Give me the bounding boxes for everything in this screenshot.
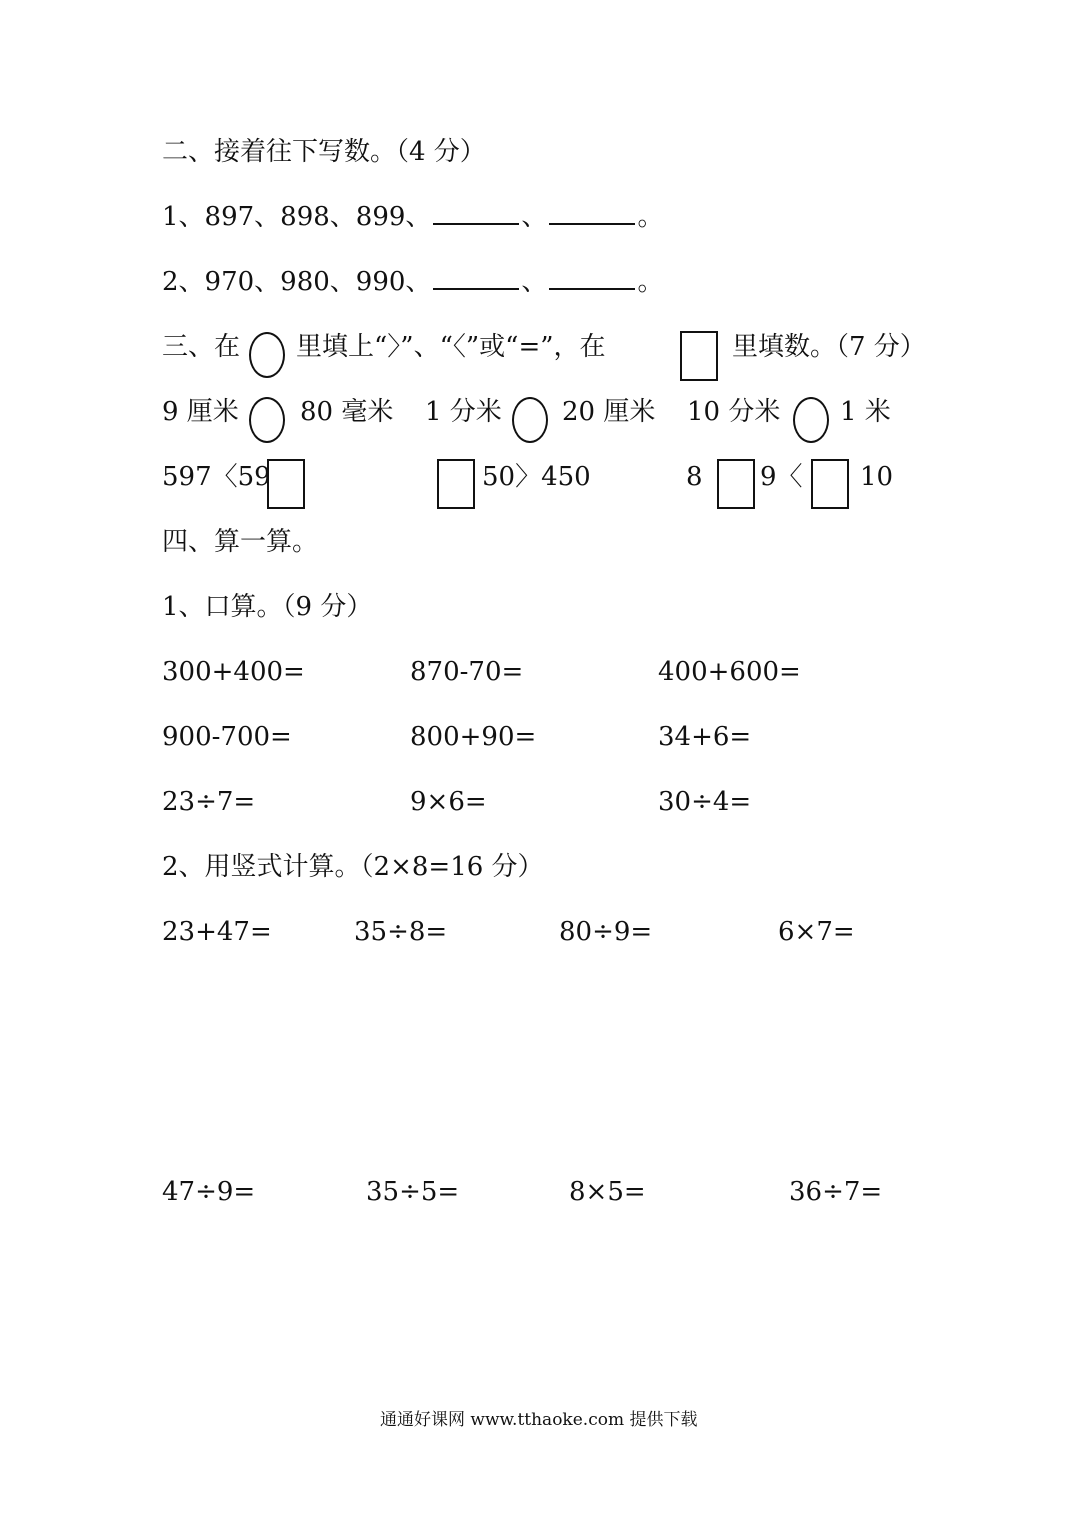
q1-sequence: 1、897、898、899、 bbox=[162, 202, 432, 232]
q2-blank-2[interactable] bbox=[549, 268, 635, 290]
oral-title: 1、口算。（9 分） bbox=[162, 592, 373, 622]
vertical-problem: 36÷7= bbox=[789, 1177, 883, 1207]
compare-2-left: 1 分米 bbox=[425, 397, 502, 427]
footer-credit: 通通好课网 www.tthaoke.com 提供下载 bbox=[380, 1410, 698, 1430]
q1-sep: 、 bbox=[521, 202, 548, 232]
oral-problem: 30÷4= bbox=[658, 787, 752, 817]
fill-box-2[interactable] bbox=[437, 459, 475, 509]
vertical-title: 2、用竖式计算。（2×8=16 分） bbox=[162, 852, 544, 882]
compare-3-left: 10 分米 bbox=[687, 397, 781, 427]
oral-problem: 900-700= bbox=[162, 722, 292, 752]
oral-problem: 870-70= bbox=[410, 657, 524, 687]
fill-box-1[interactable] bbox=[267, 459, 305, 509]
fill-box-3[interactable] bbox=[717, 459, 755, 509]
vertical-problem: 47÷9= bbox=[162, 1177, 256, 1207]
vertical-problem: 80÷9= bbox=[559, 917, 653, 947]
fill-1-text: 597〈59 bbox=[162, 462, 271, 492]
section2-title: 二、接着往下写数。（4 分） bbox=[162, 137, 486, 167]
q2-end: 。 bbox=[637, 267, 664, 297]
vertical-problem: 6×7= bbox=[778, 917, 855, 947]
section3-title-a: 三、在 bbox=[162, 332, 241, 362]
section2-q1 bbox=[162, 200, 663, 234]
fill-3-mid: 9〈 bbox=[760, 462, 803, 492]
oral-problem: 300+400= bbox=[162, 657, 305, 687]
fill-box-4[interactable] bbox=[811, 459, 849, 509]
vertical-problem: 8×5= bbox=[569, 1177, 646, 1207]
oral-problem: 800+90= bbox=[410, 722, 537, 752]
compare-2-right: 20 厘米 bbox=[562, 397, 656, 427]
vertical-problem: 35÷5= bbox=[366, 1177, 460, 1207]
vertical-problem: 35÷8= bbox=[354, 917, 448, 947]
oval-legend bbox=[249, 332, 285, 378]
q1-blank-2[interactable] bbox=[549, 203, 635, 225]
section3-title-c: 里填数。（7 分） bbox=[732, 332, 926, 362]
compare-3-right: 1 米 bbox=[840, 397, 891, 427]
section3-title-b: 里填上“〉”、“〈”或“=”，在 bbox=[296, 332, 606, 362]
compare-oval-2[interactable] bbox=[512, 397, 548, 443]
vertical-problem: 23+47= bbox=[162, 917, 272, 947]
compare-1-right: 80 毫米 bbox=[300, 397, 394, 427]
fill-2-text: 50〉450 bbox=[482, 462, 591, 492]
fill-3-left: 8 bbox=[686, 462, 703, 492]
fill-3-right: 10 bbox=[860, 462, 894, 492]
q2-sep: 、 bbox=[521, 267, 548, 297]
oral-problem: 400+600= bbox=[658, 657, 801, 687]
section2-q2 bbox=[162, 265, 663, 299]
q1-blank-1[interactable] bbox=[433, 203, 519, 225]
box-legend bbox=[680, 331, 718, 381]
oral-problem: 23÷7= bbox=[162, 787, 256, 817]
compare-oval-1[interactable] bbox=[249, 397, 285, 443]
q2-blank-1[interactable] bbox=[433, 268, 519, 290]
q1-end: 。 bbox=[637, 202, 664, 232]
oral-problem: 9×6= bbox=[410, 787, 487, 817]
compare-oval-3[interactable] bbox=[793, 397, 829, 443]
oral-problem: 34+6= bbox=[658, 722, 752, 752]
compare-1-left: 9 厘米 bbox=[162, 397, 239, 427]
section4-title: 四、算一算。 bbox=[162, 527, 319, 557]
q2-sequence: 2、970、980、990、 bbox=[162, 267, 432, 297]
